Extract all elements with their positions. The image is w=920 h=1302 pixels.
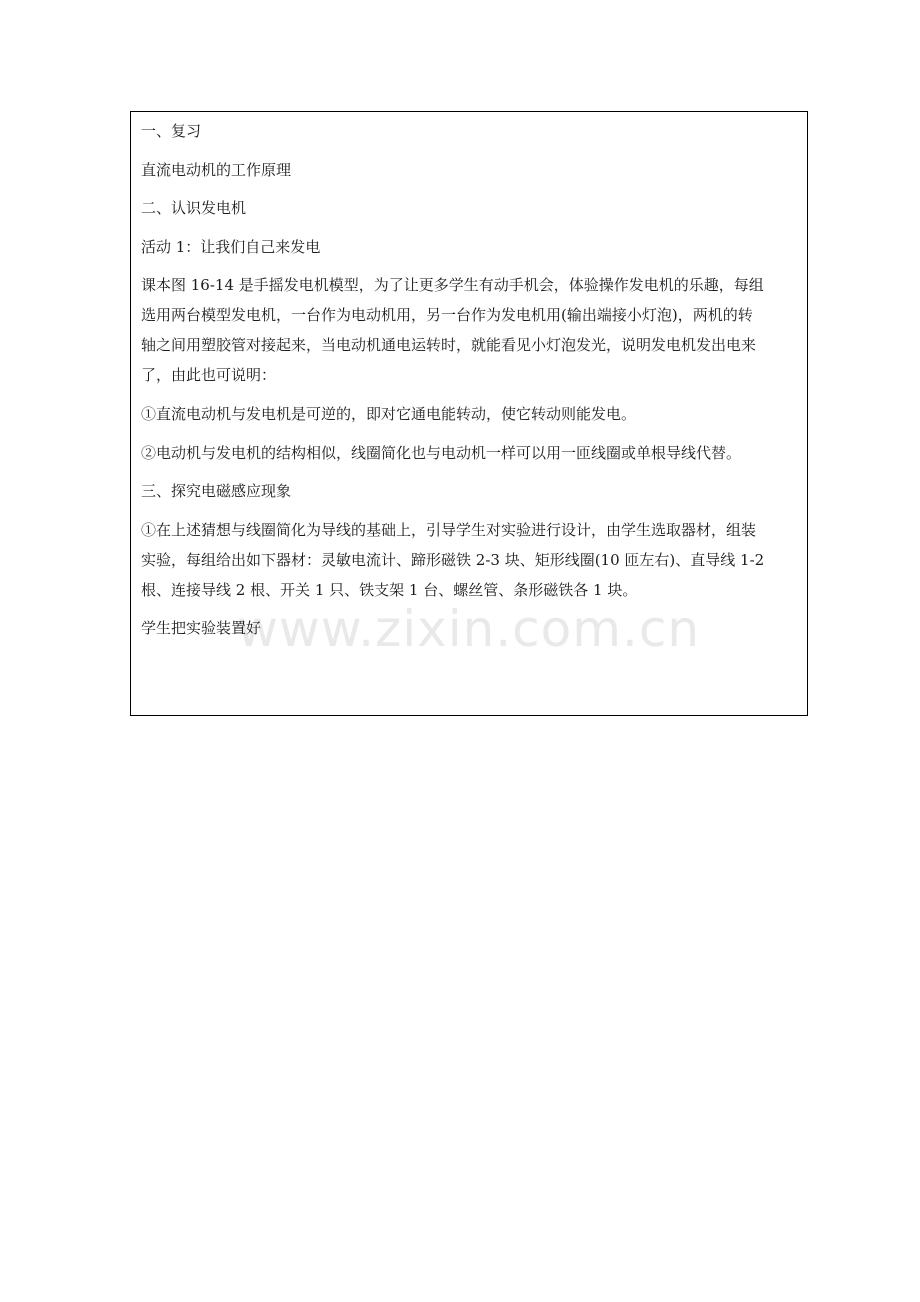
watermark-text: www.zixin.com.cn bbox=[237, 600, 701, 658]
review-topic: 直流电动机的工作原理 bbox=[141, 160, 292, 179]
paragraph-line: 选用两台模型发电机，一台作为电动机用，另一台作为发电机用(输出端接小灯泡)，两机的转 bbox=[141, 306, 753, 325]
paragraph-line: 轴之间用塑胶管对接起来，当电动机通电运转时，就能看见小灯泡发光，说明发电机发出电来 bbox=[141, 336, 757, 355]
paragraph-line: 实验，每组给出如下器材：灵敏电流计、蹄形磁铁 2-3 块、矩形线圈(10 匝左右)、直导线 1-2 bbox=[141, 550, 765, 569]
experiment-paragraph bbox=[141, 515, 799, 605]
paragraph-line: 课本图 16-14 是手摇发电机模型，为了让更多学生有动手机会，体验操作发电机的乐趣，每组 bbox=[141, 276, 764, 295]
lesson-content-box bbox=[130, 111, 808, 716]
conclusion-point-1: ①直流电动机与发电机是可逆的，即对它通电能转动，使它转动则能发电。 bbox=[141, 404, 637, 423]
paragraph-line: 了，由此也可说明： bbox=[141, 366, 277, 385]
paragraph-line: 根、连接导线 2 根、开关 1 只、铁支架 1 台、螺丝管、条形磁铁各 1 块。 bbox=[141, 580, 638, 599]
conclusion-point-2: ②电动机与发电机的结构相似，线圈简化也与电动机一样可以用一匝线圈或单根导线代替。 bbox=[141, 443, 742, 462]
activity-paragraph bbox=[141, 270, 799, 390]
section-heading-generator: 二、认识发电机 bbox=[141, 199, 247, 218]
closing-line: 学生把实验装置好 bbox=[141, 619, 262, 638]
section-heading-induction: 三、探究电磁感应现象 bbox=[141, 482, 292, 501]
activity-title: 活动 1：让我们自己来发电 bbox=[141, 237, 321, 256]
section-heading-review: 一、复习 bbox=[141, 122, 202, 140]
paragraph-line: ①在上述猜想与线圈简化为导线的基础上，引导学生对实验进行设计，由学生选取器材，组装 bbox=[141, 520, 757, 539]
